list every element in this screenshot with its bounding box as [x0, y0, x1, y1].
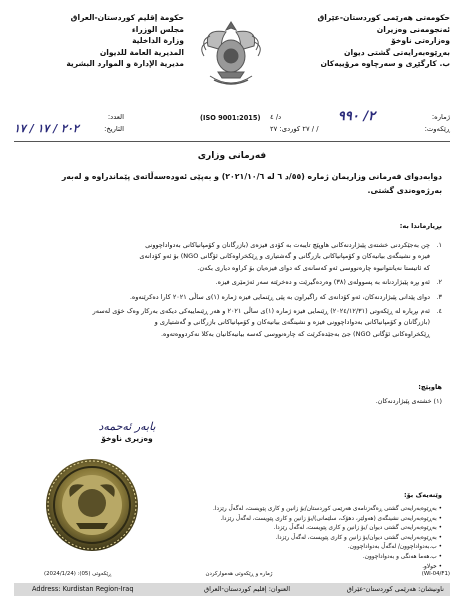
revision-date: (2024/1/24) :ڕێکەوتی (05) — [44, 571, 112, 577]
handwritten-signature: بابەر ئەحمەد — [98, 420, 156, 433]
clause-line: چن بەجێکردنی خشتەی پێبژاردنەکانی هاوپێچ تایبەت بە کۆدی فیزەی (بازرگانان و کۆمپانیاکانی بەدواداچوونی — [145, 241, 430, 249]
preamble-line: دوابەدوای فەرمانی وزاریمان ژمارە (٥٥/د ٦ لە ٢٠٢١/١٠/٦) و بەپێی ئەودەسەڵاتەی پێماندراوە و لەبەر — [61, 172, 442, 181]
cc-list — [213, 505, 442, 572]
address-english: Address: Kurdistan Region-Iraq — [32, 585, 134, 593]
cc-item: • بەڕێوەبەرایەتی گشتی دیوان/بۆ زانین و کاری پێویست، لەگەڵ رێزدا. — [275, 534, 442, 541]
handwritten-number: ٢/ ٩٩٠ — [337, 109, 376, 124]
clause — [22, 240, 442, 274]
clause-line: ئەو بڕە پێبژاردنانە بە پسوولەی (٣٨) وەردەگیرێت و دەخرێتە سەر ئەژمێری فیزە. — [215, 278, 430, 287]
clause — [22, 306, 442, 340]
letterhead-arabic-line: المديرية العامة للديوان — [99, 47, 184, 57]
form-revision-info — [14, 571, 450, 581]
letterhead-kurdish-line: بەڕێوەبەرایەتی گشتی دیوان — [344, 47, 450, 57]
decision-clauses — [22, 240, 442, 343]
clause-number: ٤. — [436, 307, 442, 316]
letterhead-arabic-line: مديرية الإدارة و الموارد البشرية — [66, 59, 184, 69]
decision-heading: بڕیارماندا بە: — [399, 222, 442, 230]
attachment-item: (١) خشتەی پێبژاردنەکان. — [375, 397, 442, 405]
clause — [22, 277, 442, 288]
clause-number: ٣. — [436, 292, 442, 301]
reference-kurdish — [270, 111, 450, 135]
number-suffix: د/ ٤ — [270, 113, 282, 121]
letterhead-kurdish-line: حکومەتی هەرێمی کوردستان-عێراق — [317, 13, 450, 22]
cc-item: • بەڕێوەبەرایەتی نشینگەی (هەولێر، دهۆک، سلێمانی)/بۆ زانین و کاری پێویست، لەگەڵ رێزدا. — [220, 515, 442, 522]
cc-item: • ب.بەدواداچوون/ لەگەڵ بەدواداچوون. — [347, 544, 442, 551]
form-code: (WI-04/F1) — [421, 571, 450, 577]
clause-line: (بازرگانان و کۆمپانیاکانی بەدواداچوونی فیزە و نشینگەی بیانیەکان و کۆمپانیاکانی بازرگانی و گەشتیاری و — [154, 318, 430, 327]
iso-certification: (ISO 9001:2015) — [200, 114, 261, 122]
clause-line: فیزە و نشینگەی بیانیەکان و کۆمپانیاکانی بازرگانی و گەشتیاری و ڕێکخراوەکانی ئۆگانی NGO) بۆ ئەو کۆدانەی — [139, 252, 430, 261]
attachments-heading: هاوپێچ: — [418, 383, 442, 391]
number-label: العدد: — [107, 113, 124, 121]
clause-number: ٢. — [436, 278, 442, 287]
address-kurdish: ناونیشان: هەرێمی كوردستان-عێراق — [346, 585, 444, 593]
clause-line: کە ئاتیستا نەیانتوانیوە چارەنووسی ئەو کەسانەی کە دوای فیزەیان بۆ کراوە دیاری بکەن. — [197, 263, 430, 272]
reference-arabic — [14, 111, 124, 135]
letterhead-kurdish-line: ب. کارگێڕی و سەرچاوە مرۆییەکان — [320, 59, 450, 69]
clause-line: ڕێکخراوەکانی ئۆگانی NGO) جێ بەجێدەکرێت کە چارەنووسی کەسە بیانیەکانیان بەکلا نەکردووەتەوە. — [160, 329, 430, 338]
letterhead-arabic — [14, 12, 184, 70]
clause — [22, 292, 442, 303]
kurdistan-sun-emblem-icon — [196, 16, 266, 92]
letterhead-arabic-line: مجلس الوزراء — [131, 24, 184, 34]
number-label: ژمارە: — [431, 113, 450, 121]
letterhead-kurdish-line: وەزارەتی ناوخۆ — [391, 36, 450, 46]
address-arabic: العنوان: إقليم كوردستان-العراق — [203, 585, 291, 593]
letterhead-kurdish — [280, 12, 450, 70]
cc-item: • خولاو. — [422, 563, 442, 570]
cc-item: • ب.هەما هەنگی و بەدواداچوون. — [362, 553, 442, 560]
signature-block — [72, 420, 182, 443]
preamble-line: بەرژەوەندی گشتی. — [367, 186, 442, 195]
letterhead-arabic-line: حكومة إقليم كوردستان-العراق — [70, 13, 184, 22]
cc-item: • بەڕێوەبەرایەتی گشتی ڕەگەزنامەی هەرێمی کوردستان/بۆ زانین و کاری پێویست، لەگەڵ رێزدا. — [212, 506, 442, 512]
signatory-title: وەزیری ناوخۆ — [101, 434, 153, 443]
date-label: ڕێکەوت: — [424, 125, 450, 133]
cc-item: • بەڕێوەبەرایەتی گشتی دیوان /بۆ زانین و کاری پێویست، لەگەڵ رێزدا. — [273, 525, 442, 532]
address-footer — [14, 583, 450, 596]
document-preamble — [22, 170, 442, 198]
letterhead-arabic-line: وزارة الداخلية — [132, 36, 184, 46]
clause-line: دوای پێدانی پێبژاردنەکان، ئەو کۆدانەی کە راگیراون بە پێی ڕێنمایی فیزە ژمارە (١)ی ساڵی ٢٠٢١ کارا دەکرێنەوە. — [129, 292, 430, 301]
header-divider — [14, 141, 450, 142]
handwritten-date: ٢٠٢ / ١٧ / ١٧ — [14, 122, 79, 135]
date-value: / / ٢٧ کوردی: ٢٧ — [270, 125, 319, 133]
cc-heading: وێنەیەک بۆ: — [403, 491, 442, 499]
letterhead-kurdish-line: ئەنجومەنی وەزیران — [376, 24, 450, 34]
document-subject: فەرمانی وزاری — [197, 151, 267, 161]
revision-label: ژمارە و ڕێکەوتی هەمواركردن — [205, 571, 273, 577]
golden-seal-icon — [42, 455, 142, 555]
date-label: التاريخ: — [104, 125, 124, 133]
clause-number: ١. — [436, 241, 442, 249]
clause-line: ئەم بڕیارە لە ڕێکەوتی (٢٠٢٤/١٢/٣١) ڕێنمایی فیزە ژمارە (١)ی ساڵی ٢٠٢١ و هەر ڕێنماییەکی دیکەی بەرکار وەک خۆی لەسەر — [92, 307, 430, 316]
